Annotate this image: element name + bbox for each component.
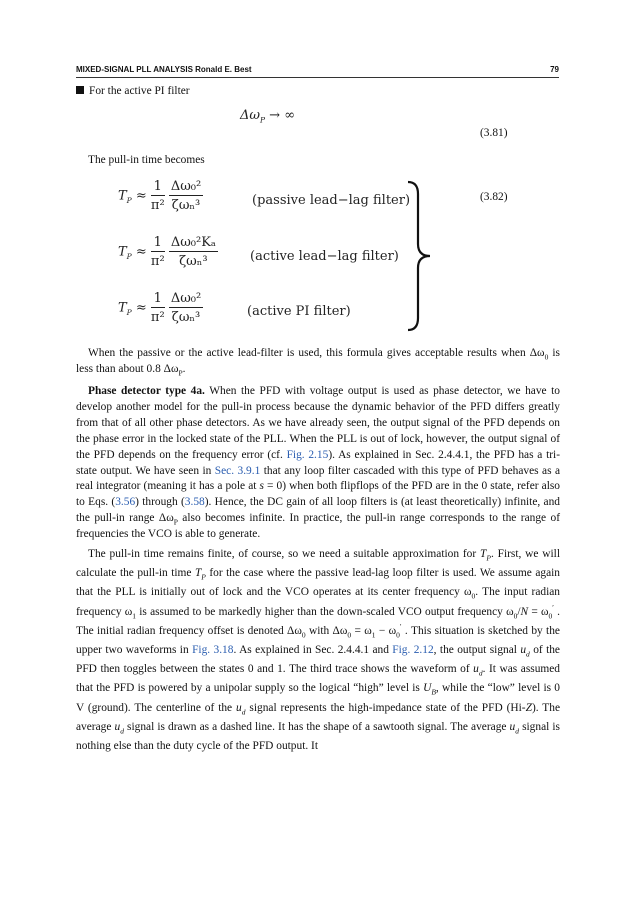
header-rule: [76, 77, 559, 78]
row2-fraction: $\frac{\text{Δω₀²Kₐ}}{\text{ζωₙ³}}$: [170, 235, 216, 269]
equation-number-3-81: (3.81): [480, 127, 508, 139]
paragraph-pull-in-time: The pull-in time remains finite, of course, so we need a suitable approximation for $T_P$. First, we will calculate the pull-in time $T_P$ for the case where the passive lead-lag loop filter is used. We assume again that the PLL is initially out of lock and the VCO operates at its center frequency $\omega_0$. The input radian frequency $\omega_1$ is assumed to be markedly higher than the down-scaled VCO output frequency $\omega_0/N = \omega_0'$ . The initial radian frequency offset is denoted $\Delta\omega_0$ with $\Delta\omega_0 = \omega_1 - \omega_0'$ . This situation is sketched by the upper two waveforms in Fig. 3.18. As explained in Sec. 2.4.4.1 and Fig. 2.12, the output signal $u_d$ of the PFD then toggles between the states 0 and 1. The third trace shows the waveform of $u_d$. It was assumed that the PFD is powered by a unipolar supply so the logical “high” level is $U_B$, while the “low” level is 0 V (ground). The centerline of the $u_d$ signal represents the high-impedance state of the PFD (Hi-Z). The average $u_d$ signal is drawn as a dashed line. It has the shape of a sawtooth signal. The average $u_d$ signal is nothing else than the duty cycle of the PFD output. It: [76, 548, 561, 753]
running-header: [76, 63, 559, 77]
row3-coef: $\frac{1}{\text{π²}}$: [150, 291, 165, 325]
section-run-in-heading: Phase detector type 4a.: [88, 385, 205, 397]
paragraph-phase-detector-4a: Phase detector type 4a. When the PFD with voltage output is used as phase detector, we have to develop another model for the pull-in process because the dynamic behavior of the PFD differs greatly from that of all other phase detectors. As we have already seen, the output signal of the PFD depends on the phase error in the locked state of the PLL. When the PLL is out of lock, however, the output signal of the PFD depends on the frequency error (cf. Fig. 2.15). As explained in Sec. 2.4.4.1, the PFD has a tri-state output. We have seen in Sec. 3.9.1 that any loop filter cascaded with this type of PFD behaves as a real integrator (meaning it has a pole at s = 0) when both flipflops of the PFD are in the 0 state, refer also to Eqs. (3.56) through (3.58). Hence, the DC gain of all loop filters is (at least theoretically) infinite, and the pull-in range $\Delta\omega_P$ also becomes infinite. In practice, the pull-in range corresponds to the range of frequencies the VCO is able to generate.: [76, 385, 561, 541]
eq381-rhs: → ∞: [265, 108, 296, 123]
equation-number-3-82: (3.82): [480, 191, 508, 203]
row3-lhs-sub: P: [126, 308, 132, 318]
row3-lhs: T: [118, 300, 127, 316]
row2-coef: $\frac{1}{\text{π²}}$: [150, 235, 165, 269]
equation-3-81: [240, 108, 295, 123]
row3-fraction: $\frac{\text{Δω₀²}}{\text{ζωₙ³}}$: [170, 291, 202, 325]
link-eq-3-58[interactable]: 3.58: [184, 496, 205, 509]
link-fig-2-12[interactable]: Fig. 2.12: [392, 644, 434, 657]
row1-fraction: $\frac{\text{Δω₀²}}{\text{ζωₙ³}}$: [170, 179, 202, 213]
equation-row-1: [118, 179, 203, 213]
right-brace-icon: [405, 180, 435, 332]
pullin-intro: The pull-in time becomes: [88, 154, 205, 166]
link-fig-2-15[interactable]: Fig. 2.15: [286, 448, 329, 461]
bullet-text: For the active PI filter: [89, 85, 190, 97]
equation-row-2: [118, 235, 218, 269]
link-sec-3-9-1[interactable]: Sec. 3.9.1: [214, 464, 261, 477]
paragraph-lead-filter: When the passive or the active lead-filter is used, this formula gives acceptable results when $\Delta\omega_0$ is less than about 0.8 $\Delta\omega_P$.: [76, 347, 560, 378]
equation-row-3: [118, 291, 203, 325]
row1-label: (passive lead−lag filter): [252, 193, 411, 208]
row3-approx: ≈: [135, 300, 147, 316]
eq381-lhs-sub: P: [260, 115, 266, 125]
row1-coef: $\frac{1}{\text{π²}}$: [150, 179, 165, 213]
row1-lhs: T: [118, 188, 127, 204]
row2-lhs: T: [118, 244, 127, 260]
link-eq-3-56[interactable]: 3.56: [115, 496, 136, 509]
link-fig-3-18[interactable]: Fig. 3.18: [192, 644, 234, 657]
row2-lhs-sub: P: [126, 252, 132, 262]
row3-label: (active PI filter): [247, 304, 351, 319]
row2-label: (active lead−lag filter): [250, 249, 399, 264]
row1-lhs-sub: P: [126, 196, 132, 206]
eq381-lhs: Δω: [240, 108, 260, 123]
bullet-line: [76, 84, 190, 98]
page-number: 79: [550, 65, 559, 74]
row2-approx: ≈: [135, 244, 147, 260]
row1-approx: ≈: [135, 188, 147, 204]
header-title: MIXED-SIGNAL PLL ANALYSIS Ronald E. Best: [76, 65, 252, 74]
bullet-square-icon: [76, 86, 84, 94]
